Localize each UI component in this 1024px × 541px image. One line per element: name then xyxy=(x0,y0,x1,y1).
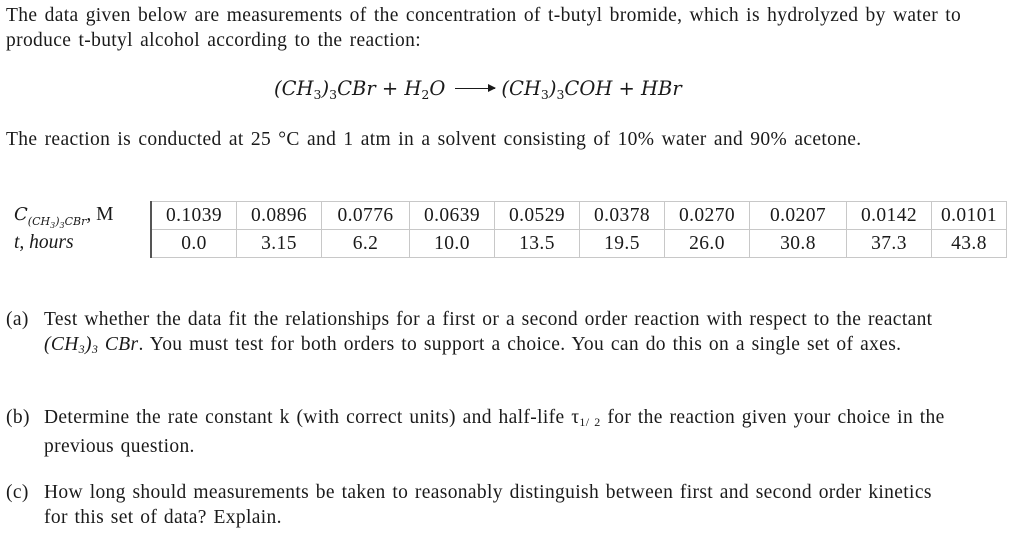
concentration-cell: 0.0639 xyxy=(410,202,495,230)
time-cell: 37.3 xyxy=(847,230,932,258)
concentration-cell: 0.0529 xyxy=(495,202,580,230)
reactant-formula: (CH3)3 CBr xyxy=(44,333,139,356)
data-table xyxy=(150,201,1007,258)
time-cell: 0.0 xyxy=(151,230,237,258)
question-c-text: How long should measurements be taken to reasonably distinguish between first and second order kinetics for this set of data? Explain. xyxy=(44,482,932,528)
concentration-cell: 0.0142 xyxy=(847,202,932,230)
time-cell: 30.8 xyxy=(750,230,847,258)
reaction-arrow-icon xyxy=(455,88,495,89)
time-cell: 10.0 xyxy=(410,230,495,258)
concentration-cell: 0.0270 xyxy=(665,202,750,230)
reactant-tbutyl-bromide: $(CH_3)_3CBr + H_2O$ xyxy=(274,77,446,102)
conditions-paragraph: The reaction is conducted at 25 °C and 1 atm in a solvent consisting of 10% water and 90% acetone. xyxy=(6,129,862,150)
question-c xyxy=(6,481,954,530)
concentration-cell: 0.0776 xyxy=(322,202,410,230)
question-c-marker: (c) xyxy=(6,482,29,503)
time-cell: 43.8 xyxy=(932,230,1007,258)
concentration-cell: 0.0378 xyxy=(580,202,665,230)
question-a-text: Test whether the data fit the relationships for a first or a second order reaction with respect to the reactant (CH3)3 CBr. You must test for both orders to support a choice. You can do this on a single set of axes. xyxy=(44,309,933,356)
time-cell: 6.2 xyxy=(322,230,410,258)
time-cell: 26.0 xyxy=(665,230,750,258)
question-a-marker: (a) xyxy=(6,309,29,330)
concentration-cell: 0.0896 xyxy=(237,202,322,230)
reaction-equation xyxy=(274,76,682,108)
question-b-marker: (b) xyxy=(6,407,30,428)
concentration-cell: 0.1039 xyxy=(151,202,237,230)
time-cell: 3.15 xyxy=(237,230,322,258)
product-tbutyl-alcohol: $(CH_3)_3COH$ + HBr xyxy=(501,77,682,102)
time-cell: 13.5 xyxy=(495,230,580,258)
time-row xyxy=(151,230,1007,258)
question-b-text: Determine the rate constant k (with correct units) and half-life τ1/ 2 for the reaction given your choice in the previous question. xyxy=(44,407,945,457)
time-cell: 19.5 xyxy=(580,230,665,258)
concentration-row-label: $C_{(CH_3)_3CBr}$, M xyxy=(14,204,114,230)
time-row-label: t, hours xyxy=(14,232,74,253)
question-b xyxy=(6,406,954,459)
concentration-row xyxy=(151,202,1007,230)
intro-paragraph: The data given below are measurements of the concentration of t-butyl bromide, which is hydrolyzed by water to produce t-butyl alcohol according to the reaction: xyxy=(6,5,962,51)
concentration-cell: 0.0207 xyxy=(750,202,847,230)
question-a xyxy=(6,308,954,361)
concentration-cell: 0.0101 xyxy=(932,202,1007,230)
